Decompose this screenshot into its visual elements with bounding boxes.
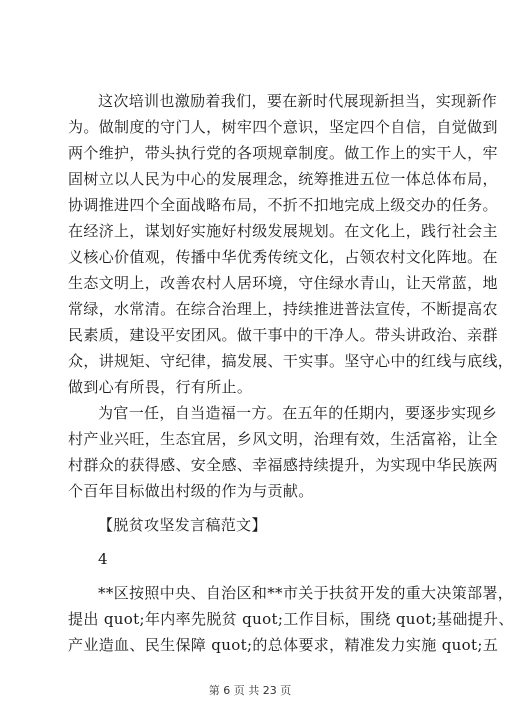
paragraph-line: 这次培训也激励着我们，要在新时代展现新担当，实现新作 [98, 92, 498, 110]
paragraph-line: 村产业兴旺，生态宜居，乡风文明，治理有效，生活富裕，让全 [68, 430, 498, 448]
paragraph-line: 提出 quot;年内率先脱贫 quot;工作目标，围绕 quot;基础提升、 [68, 610, 514, 628]
paragraph-line: **区按照中央、自治区和**市关于扶贫开发的重大决策部署， [98, 584, 514, 602]
paragraph-line: 协调推进四个全面战略布局，不折不扣地完成上级交办的任务。 [68, 196, 498, 214]
paragraph-line: 为。做制度的守门人，树牢四个意识，坚定四个自信，自觉做到 [68, 118, 498, 136]
paragraph-line: 众，讲规矩、守纪律，搞发展、干实事。坚守心中的红线与底线， [68, 352, 514, 370]
paragraph-line: 固树立以人民为中心的发展理念，统筹推进五位一体总体布局， [68, 170, 498, 188]
paragraph-line: 个百年目标做出村级的作为与贡献。 [68, 482, 314, 500]
page-footer: 第 6 页 共 23 页 [208, 684, 292, 697]
section-number: 4 [98, 550, 108, 568]
spacer [68, 504, 440, 512]
paragraph-line: 义核心价值观，传播中华优秀传统文化，占领农村文化阵地。在 [68, 248, 498, 266]
paragraph-line: 为官一任，自当造福一方。在五年的任期内，要逐步实现乡 [98, 404, 498, 422]
section-heading: 【脱贫攻坚发言稿范文】 [98, 516, 267, 534]
document-body [68, 88, 514, 658]
paragraph-line: 村群众的获得感、安全感、幸福感持续提升，为实现中华民族两 [68, 456, 498, 474]
paragraph-line: 在经济上，谋划好实施好村级发展规划。在文化上，践行社会主 [68, 222, 498, 240]
paragraph-line: 做到心有所畏，行有所止。 [68, 378, 253, 396]
spacer [68, 572, 440, 580]
paragraph-line: 两个维护，带头执行党的各项规章制度。做工作上的实干人，牢 [68, 144, 498, 162]
paragraph-line: 产业造血、民生保障 quot;的总体要求，精准发力实施 quot;五 [68, 636, 499, 654]
paragraph-line: 民素质，建设平安团风。做干事中的干净人。带头讲政治、亲群 [68, 326, 498, 344]
spacer [68, 538, 440, 546]
paragraph-line: 生态文明上，改善农村人居环境，守住绿水青山，让天常蓝，地 [68, 274, 498, 292]
paragraph-line: 常绿，水常清。在综合治理上，持续推进普法宣传，不断提高农 [68, 300, 498, 318]
